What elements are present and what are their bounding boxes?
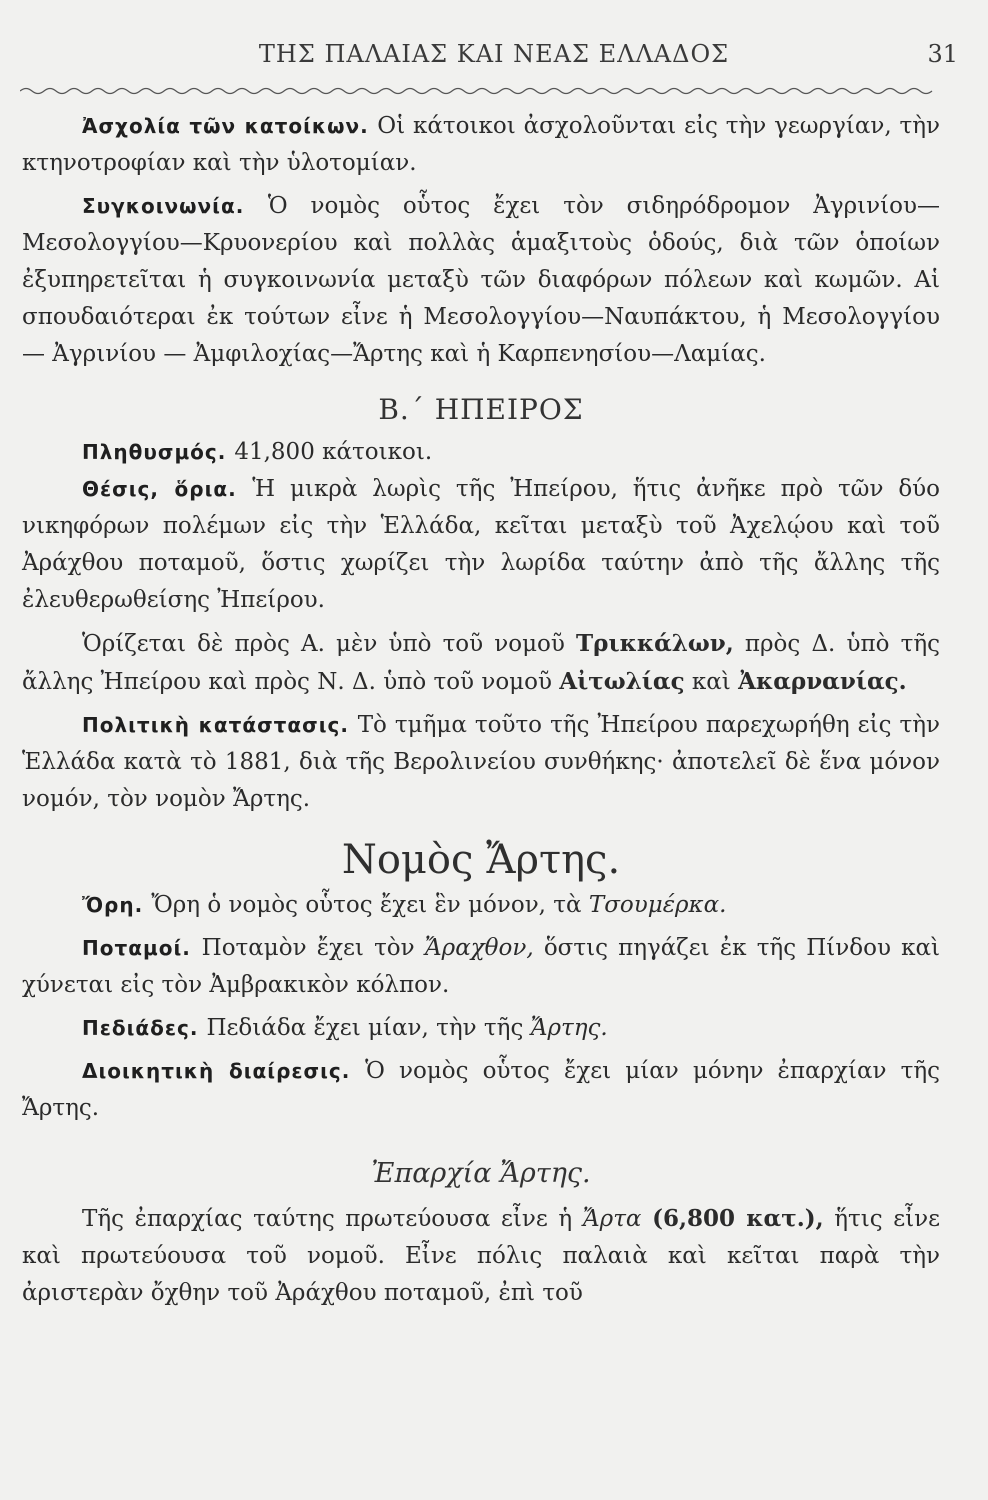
lead-plains: Πεδιάδες. [82,1016,199,1040]
paragraph-plains [22,1010,940,1047]
paragraph-administration [22,1053,940,1127]
paragraph-capital [22,1200,940,1312]
paragraph-political [22,707,940,818]
section-heading-epirus: Β.΄ ΗΠΕΙΡΟΣ [378,393,584,426]
paragraph-mountains [22,887,940,924]
text-capital-1: Τῆς ἐπαρχίας ταύτης πρωτεύουσα εἶνε ἡ [82,1206,573,1232]
text-plains: Πεδιάδα ἔχει μίαν, τὴν τῆς [206,1015,524,1041]
running-header [20,40,968,76]
text-capital-2: ἥτις εἶνε καὶ πρωτεύουσα τοῦ νομοῦ. Εἶνε πόλις παλαιὰ καὶ κεῖται παρὰ τὴν ἀριστερὰν ὄχθην τοῦ Ἀράχθου ποταμοῦ, ἐπὶ τοῦ [22,1206,941,1306]
paragraph-rivers [22,930,940,1004]
text-rivers-arachthos: Ἄραχθον, [424,935,534,961]
running-title: ΤΗΣ ΠΑΛΑΙΑΣ ΚΑΙ ΝΕΑΣ ΕΛΛΑΔΟΣ [258,40,730,68]
text-borders-1: Ὁρίζεται δὲ πρὸς Α. μὲν ὑπὸ τοῦ νομοῦ [82,631,565,657]
text-administration: Ὁ νομὸς οὗτος ἔχει μίαν μόνην ἐπαρχίαν τῆς Ἄρτης. [22,1058,941,1121]
text-borders-3: καὶ [691,669,731,695]
text-population: 41,800 κάτοικοι. [234,439,433,465]
lead-rivers: Ποταμοί. [82,936,191,960]
text-capital-arta: Ἄρτα [582,1206,642,1232]
text-rivers-1: Ποταμὸν ἔχει τὸν [201,935,415,961]
eparchia-heading: Ἐπαρχία Ἄρτης. [371,1158,591,1189]
text-mountains: Ὄρη ὁ νομὸς οὗτος ἔχει ἓν μόνον, τὰ [151,892,582,918]
text-occupation: Οἱ κάτοικοι ἀσχολοῦνται εἰς τὴν γεωργίαν, τὴν κτηνοτροφίαν καὶ τὴν ὑλοτομίαν. [22,113,940,176]
lead-mountains: Ὄρη. [82,893,144,917]
paragraph-borders [22,625,940,701]
lead-population: Πληθυσμός. [82,440,227,464]
header-wavy-rule [20,86,940,96]
text-rivers-2: ὅστις πηγάζει ἐκ τῆς Πίνδου καὶ χύνεται εἰς τὸν Ἀμβρακικὸν κόλπον. [22,935,941,998]
lead-occupation: Ἀσχολία τῶν κατοίκων. [82,114,369,138]
lead-position: Θέσις, ὅρια. [82,477,237,501]
nomos-heading: Νομὸς Ἄρτης. [341,837,621,883]
page-number: 31 [927,40,958,68]
paragraph-position [22,471,940,619]
text-communication: Ὁ νομὸς οὗτος ἔχει τὸν σιδηρόδρομον Ἀγρινίου—Μεσολογγίου—Κρυονερίου καὶ πολλὰς ἁμαξιτοὺς ὁδούς, διὰ τῶν ὁποίων ἐξυπηρετεῖται ἡ συγκοινωνία μεταξὺ τῶν διαφόρων πόλεων καὶ κωμῶν. Αἱ σπουδαιότεραι ἐκ τούτων εἶνε ἡ Μεσολογγίου—Ναυπάκτου, ἡ Μεσολογγίου — Ἀγρινίου — Ἀμφιλοχίας—Ἄρτης καὶ ἡ Καρπενησίου—Λαμίας. [22,193,940,367]
text-capital-population: (6,800 κατ.), [652,1205,824,1232]
lead-administration: Διοικητικὴ διαίρεσις. [82,1059,351,1083]
text-borders-akarnania: Ἀκαρνανίας. [738,668,907,695]
paragraph-communication [22,188,940,373]
page-body [22,108,940,1312]
lead-political: Πολιτικὴ κατάστασις. [82,713,349,737]
text-borders-trikkala: Τρικκάλων, [576,630,734,657]
text-borders-2: πρὸς Δ. ὑπὸ τῆς ἄλλης Ἠπείρου καὶ πρὸς Ν. Δ. ὑπὸ τοῦ νομοῦ [22,631,940,695]
lead-communication: Συγκοινωνία. [82,194,245,218]
paragraph-occupation [22,108,940,182]
text-position: Ἡ μικρὰ λωρὶς τῆς Ἠπείρου, ἥτις ἀνῆκε πρὸ τῶν δύο νικηφόρων πολέμων εἰς τὴν Ἑλλάδα, κεῖται μεταξὺ τοῦ Ἀχελῴου καὶ τοῦ Ἀράχθου ποταμοῦ, ὅστις χωρίζει τὴν λωρίδα ταύτην ἀπὸ τῆς ἄλλης τῆς ἐλευθερωθείσης Ἠπείρου. [22,476,940,613]
text-borders-aitolia: Αἰτωλίας [559,668,685,695]
text-mountains-tsoumerka: Τσουμέρκα. [588,892,727,918]
text-political: Τὸ τμῆμα τοῦτο τῆς Ἠπείρου παρεχωρήθη εἰς τὴν Ἑλλάδα κατὰ τὸ 1881, διὰ τῆς Βερολινείου συνθήκης· ἀποτελεῖ δὲ ἕνα μόνον νομόν, τὸν νομὸν Ἄρτης. [22,712,940,812]
text-plains-arta: Ἄρτης. [530,1015,608,1041]
paragraph-population [22,434,940,471]
